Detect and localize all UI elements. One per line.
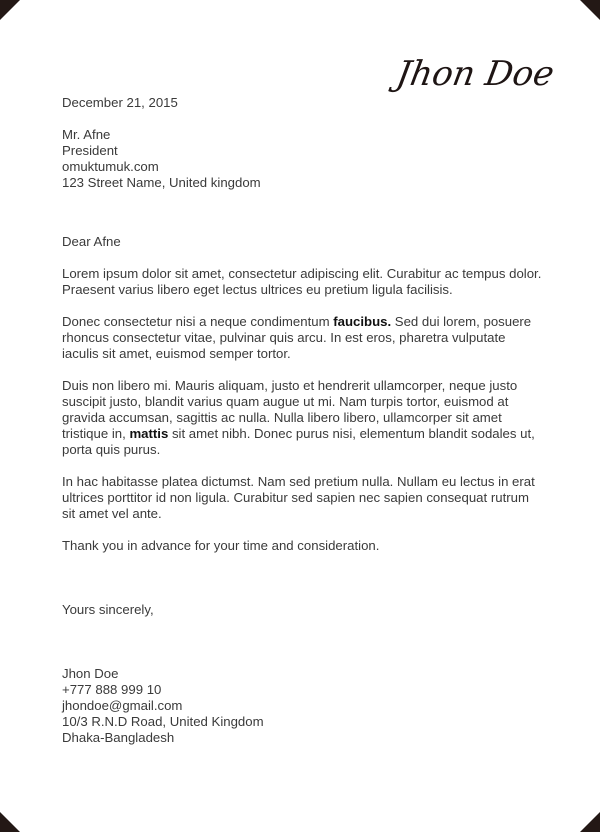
paragraph-3-text-end: sit amet nibh. Donec purus nisi, elementum blandit sodales ut, porta quis purus. bbox=[62, 426, 535, 457]
sender-address: 10/3 R.N.D Road, United Kingdom bbox=[62, 714, 264, 729]
paragraph-2-bold: faucibus. bbox=[333, 314, 392, 329]
paragraph-3-text: Duis non libero mi. Mauris aliquam, justo et hendrerit ullamcorper, neque justo suscipit justo, blandit varius quam augue ut mi. Nam turpis tortor, euismod at gravida accumsan, sagittis ac nulla. Nulla libero libero, ullamcorper sit amet tristique in, bbox=[62, 378, 518, 441]
paragraph-4: In hac habitasse platea dictumst. Nam sed pretium nulla. Nullam eu lectus in erat ultrices porttitor id non ligula. Curabitur sed sapien nec sapien consequat rutrum sit amet vel ante. bbox=[62, 474, 535, 521]
recipient-address: 123 Street Name, United kingdom bbox=[62, 175, 261, 190]
sender-city: Dhaka-Bangladesh bbox=[62, 730, 175, 745]
recipient-name: Mr. Afne bbox=[62, 127, 111, 142]
corner-decoration-top-right bbox=[580, 0, 600, 20]
sender-block bbox=[62, 666, 542, 746]
paragraph-2-text: Donec consectetur nisi a neque condimentum bbox=[62, 314, 334, 329]
spacer bbox=[62, 570, 542, 602]
sender-email: jhondoe@gmail.com bbox=[62, 698, 183, 713]
letter-body bbox=[62, 95, 542, 746]
letter-date: December 21, 2015 bbox=[62, 95, 178, 110]
paragraph-3-bold: mattis bbox=[129, 426, 169, 441]
recipient-title: President bbox=[62, 143, 118, 158]
paragraph-2 bbox=[62, 314, 542, 362]
corner-decoration-top-left bbox=[0, 0, 20, 20]
valediction: Yours sincerely, bbox=[62, 602, 154, 617]
corner-decoration-bottom-right bbox=[580, 812, 600, 832]
corner-decoration-bottom-left bbox=[0, 812, 20, 832]
recipient-block bbox=[62, 127, 542, 191]
greeting: Dear Afne bbox=[62, 234, 121, 249]
paragraph-5: Thank you in advance for your time and consideration. bbox=[62, 538, 380, 553]
paragraph-2-text-end: Sed dui lorem, posuere rhoncus consectetur vitae, pulvinar quis arcu. In est eros, pharetra vulputate iaculis sit amet, euismod semper tortor. bbox=[62, 314, 532, 361]
signature-logo: Jhon Doe bbox=[393, 54, 558, 94]
paragraph-3 bbox=[62, 378, 542, 458]
sender-name: Jhon Doe bbox=[62, 666, 119, 681]
recipient-company: omuktumuk.com bbox=[62, 159, 159, 174]
sender-phone: +777 888 999 10 bbox=[62, 682, 162, 697]
paragraph-1: Lorem ipsum dolor sit amet, consectetur adipiscing elit. Curabitur ac tempus dolor. Praesent varius libero eget lectus ultrices eu pretium ligula facilisis. bbox=[62, 266, 542, 297]
